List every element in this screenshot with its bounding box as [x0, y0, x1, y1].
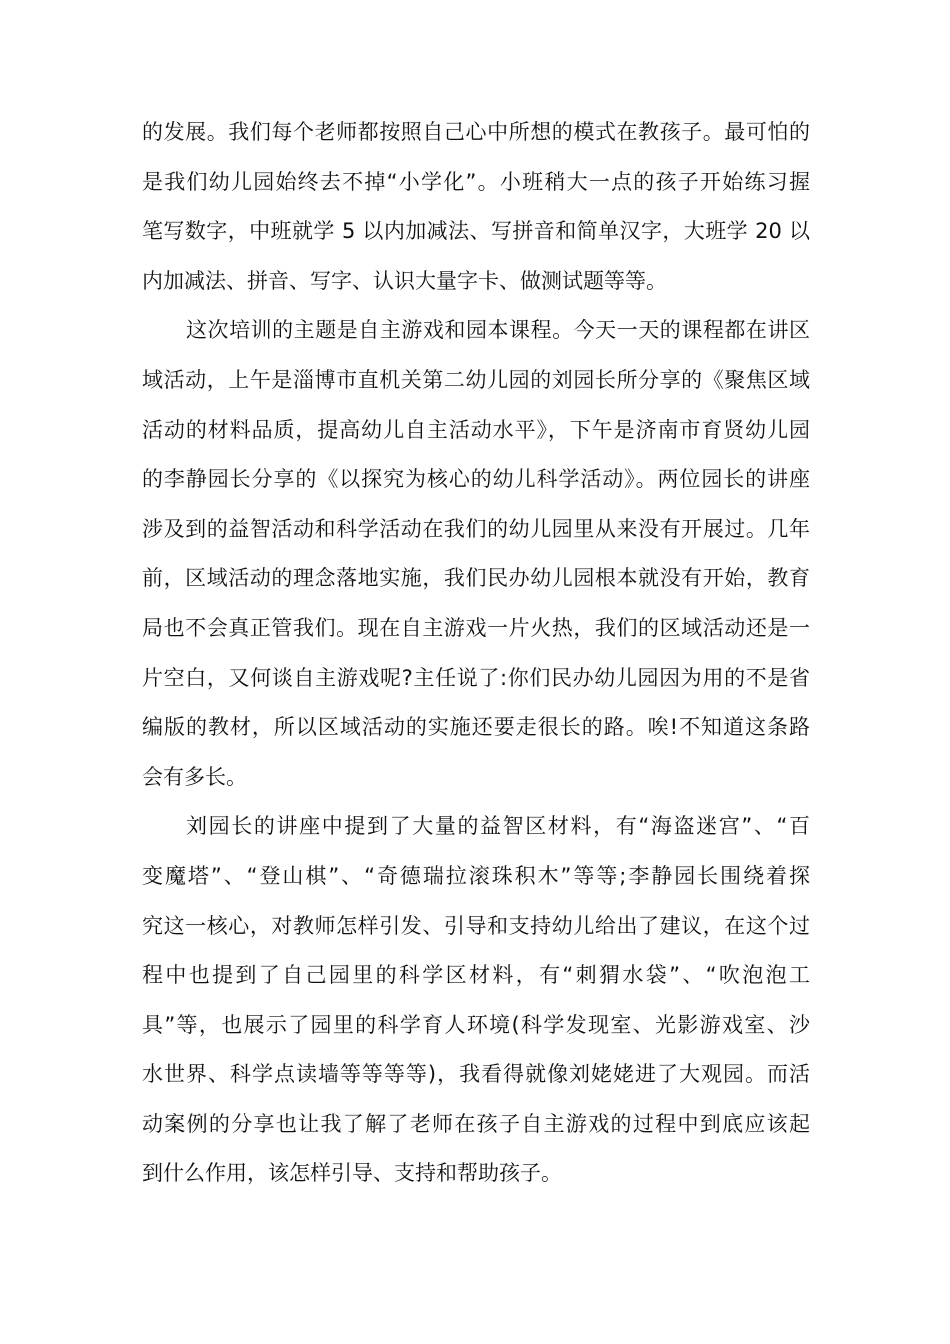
paragraph-2-line-2: 域活动，上午是淄博市直机关第二幼儿园的刘园长所分享的《聚焦区域 — [142, 367, 810, 392]
paragraph-1-line-4: 内加减法、拼音、写字、认识大量字卡、做测试题等等。 — [142, 268, 667, 293]
paragraph-3-line-1: 刘园长的讲座中提到了大量的益智区材料，有“海盗迷宫”、“百 — [186, 814, 810, 839]
paragraph-2-line-7: 局也不会真正管我们。现在自主游戏一片火热，我们的区域活动还是一 — [142, 615, 810, 640]
paragraph-2-line-3: 活动的材料品质，提高幼儿自主活动水平》，下午是济南市育贤幼儿园 — [142, 417, 810, 442]
paragraph-3-line-6: 水世界、科学点读墙等等等等)，我看得就像刘姥姥进了大观园。而活 — [142, 1062, 810, 1087]
paragraph-3-line-5: 具”等，也展示了园里的科学育人环境(科学发现室、光影游戏室、沙 — [142, 1012, 810, 1037]
paragraph-3-line-2: 变魔塔”、“登山棋”、“奇德瑞拉滚珠积木”等等;李静园长围绕着探 — [142, 863, 810, 888]
paragraph-2-line-1: 这次培训的主题是自主游戏和园本课程。今天一天的课程都在讲区 — [186, 318, 810, 343]
paragraph-1-line-3: 笔写数字，中班就学 5 以内加减法、写拼音和简单汉字，大班学 20 以 — [142, 219, 810, 244]
paragraph-3-line-7: 动案例的分享也让我了解了老师在孩子自主游戏的过程中到底应该起 — [142, 1111, 810, 1136]
paragraph-3-line-3: 究这一核心，对教师怎样引发、引导和支持幼儿给出了建议，在这个过 — [142, 913, 810, 938]
paragraph-2-line-5: 涉及到的益智活动和科学活动在我们的幼儿园里从来没有开展过。几年 — [142, 516, 810, 541]
paragraph-2-line-4: 的李静园长分享的《以探究为核心的幼儿科学活动》。两位园长的讲座 — [142, 467, 810, 492]
paragraph-1-line-2: 是我们幼儿园始终去不掉“小学化”。小班稍大一点的孩子开始练习握 — [142, 169, 810, 194]
paragraph-2-line-9: 编版的教材，所以区域活动的实施还要走很长的路。唉!不知道这条路 — [142, 715, 810, 740]
paragraph-3-line-8: 到什么作用，该怎样引导、支持和帮助孩子。 — [142, 1161, 562, 1186]
paragraph-2-line-10: 会有多长。 — [142, 764, 247, 789]
paragraph-2-line-6: 前，区域活动的理念落地实施，我们民办幼儿园根本就没有开始，教育 — [142, 566, 810, 591]
paragraph-2-line-8: 片空白，又何谈自主游戏呢?主任说了:你们民办幼儿园因为用的不是省 — [142, 665, 810, 690]
paragraph-3-line-4: 程中也提到了自己园里的科学区材料，有“刺猬水袋”、“吹泡泡工 — [142, 963, 810, 988]
paragraph-1-line-1: 的发展。我们每个老师都按照自己心中所想的模式在教孩子。最可怕的 — [142, 120, 810, 144]
document-body — [142, 108, 810, 1199]
